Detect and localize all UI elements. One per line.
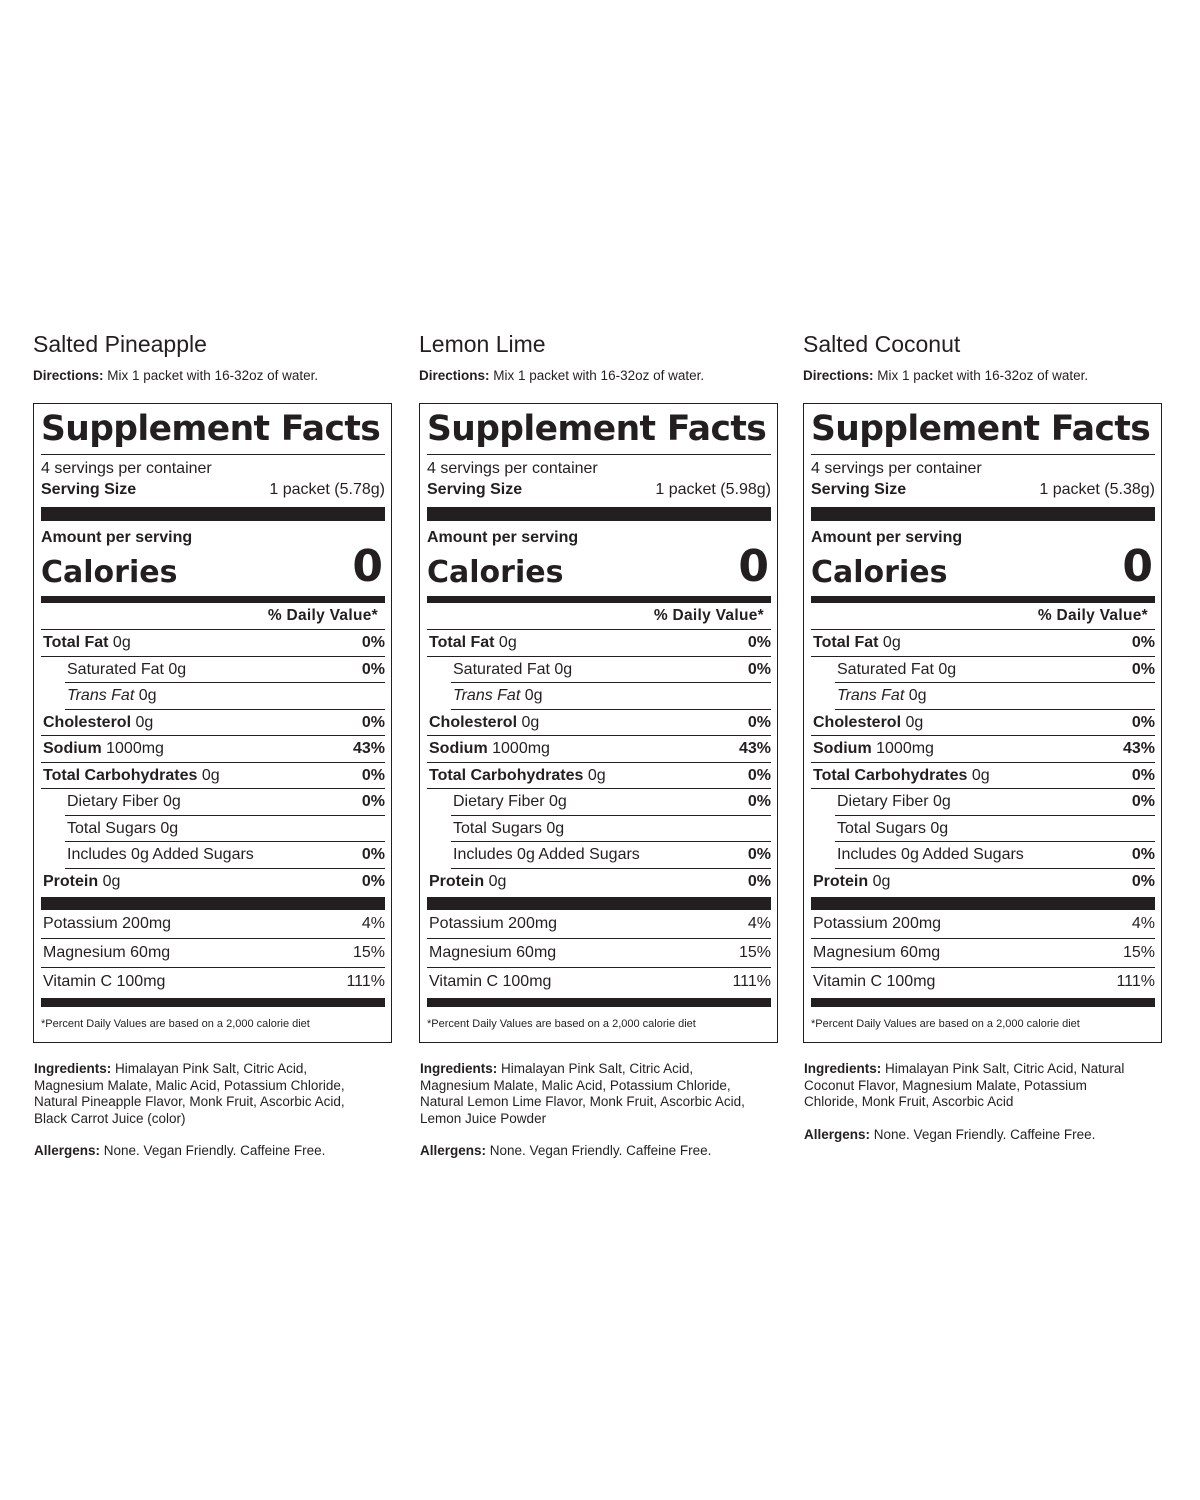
mineral-name: Vitamin C 100mg — [813, 973, 936, 990]
nutrient-name: Total Fat — [813, 634, 879, 651]
supplement-facts-title: Supplement Facts — [427, 407, 771, 455]
footnote: *Percent Daily Values are based on a 2,000 calorie diet — [41, 1018, 310, 1030]
supplement-facts-label — [419, 403, 778, 1043]
serving-size-row — [41, 479, 385, 501]
mineral-row-vitamin-c — [41, 968, 385, 996]
nutrient-name: Includes 0g Added Sugars — [453, 846, 640, 863]
mineral-name: Magnesium 60mg — [429, 944, 557, 961]
servings-per-container: 4 servings per container — [427, 460, 598, 477]
calories-label: Calories — [427, 555, 564, 590]
mineral-name: Potassium 200mg — [429, 915, 558, 932]
nutrient-name: Cholesterol — [43, 713, 132, 731]
nutrient-row-sodium — [811, 736, 1155, 763]
mineral-name: Magnesium 60mg — [43, 944, 171, 961]
serving-size-row — [811, 479, 1155, 501]
nutrient-row-dietary-fiber — [451, 789, 771, 816]
mineral-dv: 111% — [1116, 973, 1155, 990]
nutrient-row-protein — [41, 869, 385, 895]
calories-row — [427, 541, 771, 592]
ingredients-text: Himalayan Pink Salt, Citric Acid, Magnesium Malate, Malic Acid, Potassium Chloride, Natural Lemon Lime Flavor, Monk Fruit, Ascorbic Acid, Lemon Juice Powder — [420, 1061, 745, 1126]
directions — [419, 368, 779, 384]
ingredients-label: Ingredients: — [420, 1061, 498, 1076]
directions-label: Directions: — [803, 368, 874, 383]
mineral-name: Magnesium 60mg — [813, 944, 941, 961]
nutrient-amount: 0g — [868, 872, 891, 890]
nutrient-row-cholesterol — [811, 710, 1155, 737]
nutrient-row-total-carbohydrates — [427, 763, 771, 790]
nutrient-row-total-sugars — [65, 816, 385, 843]
mineral-row-vitamin-c — [427, 968, 771, 996]
medium-divider — [427, 596, 771, 603]
nutrient-amount: 0g — [904, 687, 927, 704]
nutrient-row-total-sugars — [451, 816, 771, 843]
nutrient-dv: 0% — [361, 872, 385, 890]
allergens-text: None. Vegan Friendly. Caffeine Free. — [486, 1143, 712, 1158]
ingredients — [34, 1061, 374, 1127]
serving-size-label: Serving Size — [811, 481, 907, 498]
mineral-dv: 15% — [1122, 944, 1155, 961]
calories-row — [41, 541, 385, 592]
directions-text: Mix 1 packet with 16-32oz of water. — [489, 368, 705, 383]
nutrient-amount: 0g — [484, 872, 507, 890]
nutrient-row-protein — [427, 869, 771, 895]
thick-divider — [811, 998, 1155, 1007]
mineral-name: Vitamin C 100mg — [43, 973, 166, 990]
nutrient-name: Total Carbohydrates — [429, 766, 584, 784]
nutrient-dv: 0% — [747, 713, 771, 731]
nutrient-row-protein — [811, 869, 1155, 895]
nutrient-dv: 0% — [1131, 713, 1155, 731]
allergens — [420, 1143, 779, 1160]
daily-value-header: % Daily Value* — [427, 603, 771, 630]
nutrient-name: Sodium — [43, 740, 102, 757]
flavor-title: Salted Coconut — [803, 331, 961, 357]
product-panel-lemon-lime — [419, 330, 779, 1160]
nutrient-amount: 0g — [494, 634, 517, 651]
nutrient-row-total-carbohydrates — [41, 763, 385, 790]
nutrient-amount: 0g — [517, 713, 540, 731]
footnote: *Percent Daily Values are based on a 2,000 calorie diet — [427, 1018, 696, 1030]
nutrient-dv: 0% — [361, 660, 385, 678]
nutrient-row-cholesterol — [427, 710, 771, 737]
nutrient-name: Protein — [43, 872, 99, 890]
nutrient-amount: 0g — [901, 713, 924, 731]
calories-value: 0 — [352, 541, 383, 592]
nutrient-name: Dietary Fiber 0g — [453, 793, 567, 810]
nutrient-dv: 0% — [747, 846, 771, 863]
nutrient-amount: 0g — [131, 713, 154, 731]
mineral-dv: 4% — [1131, 915, 1155, 932]
nutrient-name: Trans Fat — [837, 687, 905, 704]
nutrient-dv: 0% — [1131, 846, 1155, 863]
nutrient-amount: 0g — [583, 766, 606, 784]
nutrient-row-total-fat — [811, 630, 1155, 657]
nutrient-dv: 43% — [738, 740, 771, 757]
supplement-facts-title: Supplement Facts — [811, 407, 1155, 455]
nutrient-name: Saturated Fat 0g — [67, 660, 187, 678]
nutrient-row-saturated-fat — [65, 657, 385, 684]
directions-text: Mix 1 packet with 16-32oz of water. — [873, 368, 1089, 383]
nutrient-name: Total Carbohydrates — [813, 766, 968, 784]
directions-text: Mix 1 packet with 16-32oz of water. — [103, 368, 319, 383]
nutrient-name: Includes 0g Added Sugars — [67, 846, 254, 863]
thick-divider — [811, 507, 1155, 521]
nutrient-row-sodium — [41, 736, 385, 763]
mineral-name: Potassium 200mg — [43, 915, 172, 932]
footnote: *Percent Daily Values are based on a 2,000 calorie diet — [811, 1018, 1080, 1030]
nutrient-row-dietary-fiber — [835, 789, 1155, 816]
thick-divider — [427, 507, 771, 521]
nutrient-name: Total Fat — [43, 634, 109, 651]
product-panel-salted-pineapple — [33, 330, 393, 1160]
nutrient-row-trans-fat — [451, 683, 771, 710]
allergens-label: Allergens: — [804, 1126, 871, 1142]
serving-size-value: 1 packet (5.98g) — [655, 481, 771, 498]
mineral-dv: 4% — [361, 915, 385, 932]
calories-value: 0 — [738, 541, 769, 592]
amount-per-serving: Amount per serving — [41, 529, 193, 546]
nutrient-dv: 43% — [352, 740, 385, 757]
nutrient-row-saturated-fat — [451, 657, 771, 684]
thick-divider — [41, 507, 385, 521]
nutrient-amount: 0g — [520, 687, 543, 704]
allergens — [34, 1143, 393, 1160]
allergens-label: Allergens: — [420, 1143, 487, 1158]
mineral-row-potassium — [427, 910, 771, 939]
thick-divider — [41, 998, 385, 1007]
thick-divider — [427, 897, 771, 910]
nutrient-amount: 0g — [98, 872, 121, 890]
nutrient-name: Sodium — [429, 740, 488, 757]
supplement-facts-label — [33, 403, 392, 1043]
nutrient-dv: 0% — [1131, 660, 1155, 678]
supplement-facts-label — [803, 403, 1162, 1043]
mineral-dv: 4% — [747, 915, 771, 932]
nutrient-row-total-sugars — [835, 816, 1155, 843]
mineral-dv: 15% — [352, 944, 385, 961]
nutrient-name: Cholesterol — [429, 713, 518, 731]
nutrient-dv: 0% — [1131, 766, 1155, 784]
thick-divider — [427, 998, 771, 1007]
allergens — [804, 1127, 1163, 1144]
mineral-row-vitamin-c — [811, 968, 1155, 996]
ingredients — [804, 1061, 1144, 1111]
nutrient-dv: 0% — [747, 660, 771, 678]
nutrient-name: Total Fat — [429, 634, 495, 651]
daily-value-header: % Daily Value* — [41, 603, 385, 630]
nutrient-amount: 0g — [967, 766, 990, 784]
nutrient-amount: 1000mg — [101, 740, 164, 757]
mineral-row-potassium — [41, 910, 385, 939]
nutrient-dv: 0% — [747, 793, 771, 810]
mineral-row-magnesium — [427, 939, 771, 968]
nutrient-row-added-sugars — [451, 842, 771, 869]
nutrient-amount: 1000mg — [487, 740, 550, 757]
nutrient-dv: 0% — [1131, 872, 1155, 890]
thick-divider — [41, 897, 385, 910]
serving-size-label: Serving Size — [427, 481, 523, 498]
nutrient-row-dietary-fiber — [65, 789, 385, 816]
amount-per-serving: Amount per serving — [427, 529, 579, 546]
serving-size-value: 1 packet (5.78g) — [269, 481, 385, 498]
mineral-dv: 111% — [346, 973, 385, 990]
supplement-facts-title: Supplement Facts — [41, 407, 385, 455]
nutrient-amount: 0g — [108, 634, 131, 651]
serving-size-label: Serving Size — [41, 481, 137, 498]
nutrient-dv: 0% — [747, 766, 771, 784]
allergens-text: None. Vegan Friendly. Caffeine Free. — [870, 1126, 1096, 1142]
nutrient-amount: 0g — [134, 687, 157, 704]
calories-row — [811, 541, 1155, 592]
medium-divider — [41, 596, 385, 603]
medium-divider — [811, 596, 1155, 603]
nutrient-name: Trans Fat — [67, 687, 135, 704]
nutrient-dv: 0% — [361, 634, 385, 651]
mineral-row-magnesium — [811, 939, 1155, 968]
nutrient-dv: 0% — [747, 872, 771, 890]
allergens-label: Allergens: — [34, 1143, 101, 1158]
allergens-text: None. Vegan Friendly. Caffeine Free. — [100, 1143, 326, 1158]
calories-value: 0 — [1122, 541, 1153, 592]
nutrient-dv: 0% — [361, 793, 385, 810]
nutrient-name: Dietary Fiber 0g — [67, 793, 181, 810]
calories-label: Calories — [41, 555, 178, 590]
directions-label: Directions: — [419, 368, 490, 383]
nutrient-name: Trans Fat — [453, 687, 521, 704]
calories-label: Calories — [811, 555, 948, 590]
nutrient-dv: 0% — [361, 713, 385, 731]
ingredients — [420, 1061, 760, 1127]
nutrient-name: Total Sugars 0g — [837, 819, 949, 837]
mineral-dv: 111% — [732, 973, 771, 990]
nutrient-row-sodium — [427, 736, 771, 763]
nutrient-row-added-sugars — [65, 842, 385, 869]
nutrient-name: Total Sugars 0g — [67, 819, 179, 837]
servings-per-container: 4 servings per container — [811, 460, 982, 477]
directions — [33, 368, 393, 384]
nutrient-dv: 43% — [1122, 740, 1155, 757]
servings-per-container: 4 servings per container — [41, 460, 212, 477]
nutrient-amount: 0g — [197, 766, 220, 784]
nutrient-dv: 0% — [361, 846, 385, 863]
serving-size-row — [427, 479, 771, 501]
mineral-name: Vitamin C 100mg — [429, 973, 552, 990]
nutrient-amount: 0g — [878, 634, 901, 651]
nutrient-dv: 0% — [1131, 793, 1155, 810]
nutrient-name: Total Carbohydrates — [43, 766, 198, 784]
nutrient-row-trans-fat — [65, 683, 385, 710]
ingredients-text: Himalayan Pink Salt, Citric Acid, Natural Coconut Flavor, Magnesium Malate, Potassium Chloride, Monk Fruit, Ascorbic Acid — [804, 1061, 1125, 1109]
ingredients-label: Ingredients: — [34, 1061, 112, 1076]
serving-size-value: 1 packet (5.38g) — [1039, 481, 1155, 498]
nutrient-name: Dietary Fiber 0g — [837, 793, 951, 810]
nutrient-name: Total Sugars 0g — [453, 819, 565, 837]
nutrient-row-added-sugars — [835, 842, 1155, 869]
nutrient-dv: 0% — [747, 634, 771, 651]
ingredients-text: Himalayan Pink Salt, Citric Acid, Magnesium Malate, Malic Acid, Potassium Chloride, Natural Pineapple Flavor, Monk Fruit, Ascorbic Acid, Black Carrot Juice (color) — [34, 1061, 345, 1126]
nutrient-row-total-carbohydrates — [811, 763, 1155, 790]
nutrient-name: Cholesterol — [813, 713, 902, 731]
nutrient-row-total-fat — [41, 630, 385, 657]
daily-value-header: % Daily Value* — [811, 603, 1155, 630]
flavor-title: Lemon Lime — [419, 331, 546, 357]
mineral-name: Potassium 200mg — [813, 915, 942, 932]
nutrient-name: Includes 0g Added Sugars — [837, 846, 1024, 863]
mineral-row-potassium — [811, 910, 1155, 939]
nutrient-row-total-fat — [427, 630, 771, 657]
amount-per-serving: Amount per serving — [811, 529, 963, 546]
nutrient-name: Saturated Fat 0g — [837, 660, 957, 678]
nutrient-row-cholesterol — [41, 710, 385, 737]
nutrient-name: Protein — [429, 872, 485, 890]
nutrient-amount: 1000mg — [871, 740, 934, 757]
nutrient-name: Saturated Fat 0g — [453, 660, 573, 678]
thick-divider — [811, 897, 1155, 910]
nutrient-dv: 0% — [1131, 634, 1155, 651]
directions-label: Directions: — [33, 368, 104, 383]
product-panel-salted-coconut — [803, 330, 1163, 1143]
nutrient-row-saturated-fat — [835, 657, 1155, 684]
nutrient-row-trans-fat — [835, 683, 1155, 710]
directions — [803, 368, 1163, 384]
nutrient-name: Sodium — [813, 740, 872, 757]
mineral-dv: 15% — [738, 944, 771, 961]
mineral-row-magnesium — [41, 939, 385, 968]
nutrient-dv: 0% — [361, 766, 385, 784]
nutrient-name: Protein — [813, 872, 869, 890]
ingredients-label: Ingredients: — [804, 1061, 882, 1076]
flavor-title: Salted Pineapple — [33, 331, 207, 357]
